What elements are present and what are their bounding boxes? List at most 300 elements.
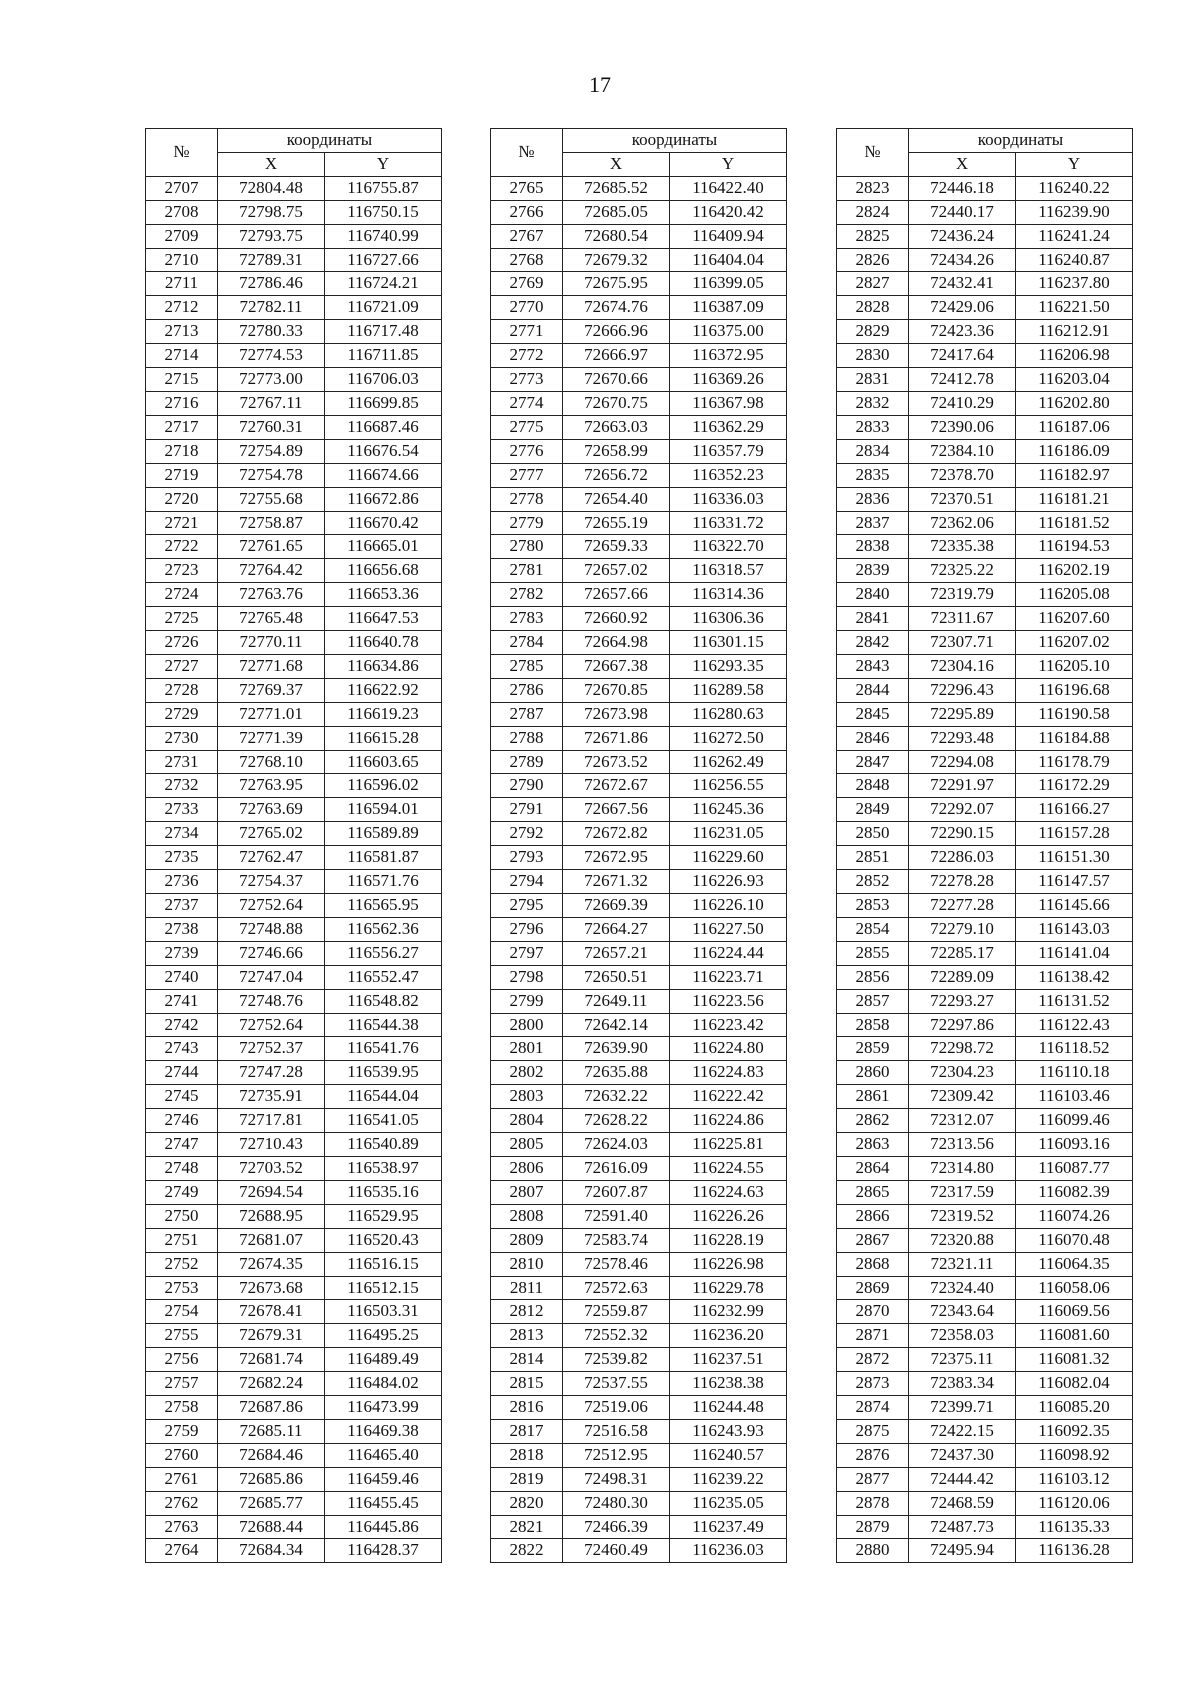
- y-coordinate-cell: 116755.87: [325, 176, 442, 200]
- table-row: [491, 750, 787, 774]
- x-coordinate-cell: 72694.54: [218, 1180, 325, 1204]
- x-coordinate-cell: 72746.66: [218, 941, 325, 965]
- table-row: [146, 607, 442, 631]
- x-coordinate-cell: 72765.48: [218, 607, 325, 631]
- y-coordinate-cell: 116465.40: [325, 1443, 442, 1467]
- x-coordinate-cell: 72313.56: [909, 1133, 1016, 1157]
- point-number-cell: 2793: [491, 846, 563, 870]
- point-number-cell: 2805: [491, 1133, 563, 1157]
- x-coordinate-cell: 72758.87: [218, 511, 325, 535]
- page-number: 17: [589, 72, 611, 97]
- table-row: [837, 798, 1133, 822]
- y-coordinate-cell: 116237.51: [670, 1348, 787, 1372]
- y-coordinate-cell: 116262.49: [670, 750, 787, 774]
- y-coordinate-cell: 116087.77: [1016, 1156, 1133, 1180]
- x-coordinate-cell: 72324.40: [909, 1276, 1016, 1300]
- table-row: [837, 822, 1133, 846]
- y-coordinate-cell: 116375.00: [670, 320, 787, 344]
- table-row: [837, 1204, 1133, 1228]
- x-coordinate-cell: 72659.33: [563, 535, 670, 559]
- point-number-cell: 2876: [837, 1443, 909, 1467]
- y-coordinate-cell: 116244.48: [670, 1396, 787, 1420]
- point-number-cell: 2852: [837, 870, 909, 894]
- point-number-cell: 2759: [146, 1419, 218, 1443]
- y-coordinate-cell: 116619.23: [325, 702, 442, 726]
- x-coordinate-cell: 72519.06: [563, 1396, 670, 1420]
- y-coordinate-cell: 116539.95: [325, 1061, 442, 1085]
- y-coordinate-cell: 116147.57: [1016, 870, 1133, 894]
- table-row: [491, 1276, 787, 1300]
- x-coordinate-cell: 72748.76: [218, 989, 325, 1013]
- y-coordinate-cell: 116571.76: [325, 870, 442, 894]
- table-row: [491, 1467, 787, 1491]
- table-row: [491, 678, 787, 702]
- x-coordinate-cell: 72670.66: [563, 368, 670, 392]
- table-row: [146, 1180, 442, 1204]
- x-coordinate-cell: 72673.98: [563, 702, 670, 726]
- table-row: [491, 1396, 787, 1420]
- x-coordinate-cell: 72798.75: [218, 200, 325, 224]
- table-row: [837, 1539, 1133, 1563]
- point-number-cell: 2802: [491, 1061, 563, 1085]
- point-number-cell: 2726: [146, 631, 218, 655]
- y-coordinate-cell: 116224.63: [670, 1180, 787, 1204]
- x-coordinate-cell: 72771.01: [218, 702, 325, 726]
- x-coordinate-cell: 72688.95: [218, 1204, 325, 1228]
- x-coordinate-cell: 72292.07: [909, 798, 1016, 822]
- x-coordinate-cell: 72773.00: [218, 368, 325, 392]
- table-row: [837, 559, 1133, 583]
- y-coordinate-cell: 116445.86: [325, 1515, 442, 1539]
- header-y: Y: [670, 152, 787, 176]
- y-coordinate-cell: 116135.33: [1016, 1515, 1133, 1539]
- x-coordinate-cell: 72480.30: [563, 1491, 670, 1515]
- y-coordinate-cell: 116103.12: [1016, 1467, 1133, 1491]
- table-row: [491, 1539, 787, 1563]
- point-number-cell: 2797: [491, 941, 563, 965]
- table-row: [837, 583, 1133, 607]
- point-number-cell: 2769: [491, 272, 563, 296]
- table-row: [146, 296, 442, 320]
- point-number-cell: 2794: [491, 870, 563, 894]
- table-row: [146, 583, 442, 607]
- y-coordinate-cell: 116535.16: [325, 1180, 442, 1204]
- table-row: [837, 439, 1133, 463]
- table-row: [837, 535, 1133, 559]
- y-coordinate-cell: 116098.92: [1016, 1443, 1133, 1467]
- y-coordinate-cell: 116103.46: [1016, 1085, 1133, 1109]
- y-coordinate-cell: 116240.22: [1016, 176, 1133, 200]
- table-row: [146, 1061, 442, 1085]
- y-coordinate-cell: 116594.01: [325, 798, 442, 822]
- y-coordinate-cell: 116166.27: [1016, 798, 1133, 822]
- y-coordinate-cell: 116656.68: [325, 559, 442, 583]
- point-number-cell: 2814: [491, 1348, 563, 1372]
- table-row: [837, 320, 1133, 344]
- point-number-cell: 2731: [146, 750, 218, 774]
- table-row: [837, 344, 1133, 368]
- x-coordinate-cell: 72657.21: [563, 941, 670, 965]
- x-coordinate-cell: 72591.40: [563, 1204, 670, 1228]
- point-number-cell: 2774: [491, 391, 563, 415]
- x-coordinate-cell: 72782.11: [218, 296, 325, 320]
- table-row: [146, 1252, 442, 1276]
- x-coordinate-cell: 72671.86: [563, 726, 670, 750]
- y-coordinate-cell: 116256.55: [670, 774, 787, 798]
- table-row: [837, 894, 1133, 918]
- x-coordinate-cell: 72804.48: [218, 176, 325, 200]
- table-row: [837, 1515, 1133, 1539]
- x-coordinate-cell: 72684.34: [218, 1539, 325, 1563]
- x-coordinate-cell: 72681.07: [218, 1228, 325, 1252]
- x-coordinate-cell: 72649.11: [563, 989, 670, 1013]
- table-row: [491, 1180, 787, 1204]
- point-number-cell: 2824: [837, 200, 909, 224]
- table-row: [837, 1348, 1133, 1372]
- table-row: [837, 726, 1133, 750]
- table-row: [491, 368, 787, 392]
- point-number-cell: 2732: [146, 774, 218, 798]
- table-row: [491, 415, 787, 439]
- x-coordinate-cell: 72559.87: [563, 1300, 670, 1324]
- y-coordinate-cell: 116184.88: [1016, 726, 1133, 750]
- x-coordinate-cell: 72498.31: [563, 1467, 670, 1491]
- x-coordinate-cell: 72671.32: [563, 870, 670, 894]
- point-number-cell: 2738: [146, 917, 218, 941]
- x-coordinate-cell: 72343.64: [909, 1300, 1016, 1324]
- table-row: [146, 176, 442, 200]
- x-coordinate-cell: 72624.03: [563, 1133, 670, 1157]
- y-coordinate-cell: 116484.02: [325, 1372, 442, 1396]
- y-coordinate-cell: 116240.87: [1016, 248, 1133, 272]
- table-row: [837, 941, 1133, 965]
- table-row: [146, 344, 442, 368]
- y-coordinate-cell: 116538.97: [325, 1156, 442, 1180]
- point-number-cell: 2792: [491, 822, 563, 846]
- y-coordinate-cell: 116387.09: [670, 296, 787, 320]
- point-number-cell: 2761: [146, 1467, 218, 1491]
- table-row: [491, 1156, 787, 1180]
- y-coordinate-cell: 116750.15: [325, 200, 442, 224]
- table-row: [146, 774, 442, 798]
- y-coordinate-cell: 116245.36: [670, 798, 787, 822]
- x-coordinate-cell: 72755.68: [218, 487, 325, 511]
- y-coordinate-cell: 116562.36: [325, 917, 442, 941]
- point-number-cell: 2849: [837, 798, 909, 822]
- x-coordinate-cell: 72512.95: [563, 1443, 670, 1467]
- x-coordinate-cell: 72294.08: [909, 750, 1016, 774]
- point-number-cell: 2851: [837, 846, 909, 870]
- y-coordinate-cell: 116226.98: [670, 1252, 787, 1276]
- table-row: [491, 391, 787, 415]
- point-number-cell: 2864: [837, 1156, 909, 1180]
- table-row: [146, 1515, 442, 1539]
- point-number-cell: 2779: [491, 511, 563, 535]
- table-row: [837, 1061, 1133, 1085]
- table-row: [491, 965, 787, 989]
- table-row: [837, 272, 1133, 296]
- point-number-cell: 2749: [146, 1180, 218, 1204]
- x-coordinate-cell: 72666.96: [563, 320, 670, 344]
- table-row: [837, 1467, 1133, 1491]
- x-coordinate-cell: 72660.92: [563, 607, 670, 631]
- x-coordinate-cell: 72670.85: [563, 678, 670, 702]
- table-row: [491, 631, 787, 655]
- point-number-cell: 2717: [146, 415, 218, 439]
- point-number-cell: 2784: [491, 631, 563, 655]
- point-number-cell: 2753: [146, 1276, 218, 1300]
- x-coordinate-cell: 72390.06: [909, 415, 1016, 439]
- table-row: [146, 631, 442, 655]
- point-number-cell: 2847: [837, 750, 909, 774]
- x-coordinate-cell: 72670.75: [563, 391, 670, 415]
- table-row: [146, 846, 442, 870]
- table-row: [146, 200, 442, 224]
- y-coordinate-cell: 116589.89: [325, 822, 442, 846]
- y-coordinate-cell: 116222.42: [670, 1085, 787, 1109]
- y-coordinate-cell: 116239.90: [1016, 200, 1133, 224]
- header-x: X: [909, 152, 1016, 176]
- point-number-cell: 2777: [491, 463, 563, 487]
- x-coordinate-cell: 72296.43: [909, 678, 1016, 702]
- table-row: [146, 1085, 442, 1109]
- x-coordinate-cell: 72789.31: [218, 248, 325, 272]
- x-coordinate-cell: 72384.10: [909, 439, 1016, 463]
- x-coordinate-cell: 72654.40: [563, 487, 670, 511]
- y-coordinate-cell: 116565.95: [325, 894, 442, 918]
- x-coordinate-cell: 72319.52: [909, 1204, 1016, 1228]
- point-number-cell: 2790: [491, 774, 563, 798]
- x-coordinate-cell: 72279.10: [909, 917, 1016, 941]
- x-coordinate-cell: 72399.71: [909, 1396, 1016, 1420]
- table-row: [146, 559, 442, 583]
- point-number-cell: 2836: [837, 487, 909, 511]
- table-row: [837, 487, 1133, 511]
- y-coordinate-cell: 116194.53: [1016, 535, 1133, 559]
- table-row: [146, 917, 442, 941]
- point-number-cell: 2827: [837, 272, 909, 296]
- header-coordinates: координаты: [218, 129, 442, 153]
- coordinates-table-3: [836, 128, 1133, 1563]
- x-coordinate-cell: 72290.15: [909, 822, 1016, 846]
- y-coordinate-cell: 116225.81: [670, 1133, 787, 1157]
- x-coordinate-cell: 72635.88: [563, 1061, 670, 1085]
- table-row: [837, 1443, 1133, 1467]
- x-coordinate-cell: 72628.22: [563, 1109, 670, 1133]
- y-coordinate-cell: 116622.92: [325, 678, 442, 702]
- y-coordinate-cell: 116495.25: [325, 1324, 442, 1348]
- point-number-cell: 2843: [837, 654, 909, 678]
- point-number-cell: 2798: [491, 965, 563, 989]
- x-coordinate-cell: 72487.73: [909, 1515, 1016, 1539]
- x-coordinate-cell: 72678.41: [218, 1300, 325, 1324]
- y-coordinate-cell: 116232.99: [670, 1300, 787, 1324]
- x-coordinate-cell: 72583.74: [563, 1228, 670, 1252]
- point-number-cell: 2867: [837, 1228, 909, 1252]
- table-row: [146, 798, 442, 822]
- table-row: [837, 1228, 1133, 1252]
- y-coordinate-cell: 116069.56: [1016, 1300, 1133, 1324]
- point-number-cell: 2810: [491, 1252, 563, 1276]
- table-row: [146, 870, 442, 894]
- y-coordinate-cell: 116420.42: [670, 200, 787, 224]
- point-number-cell: 2862: [837, 1109, 909, 1133]
- table-row: [146, 750, 442, 774]
- x-coordinate-cell: 72663.03: [563, 415, 670, 439]
- x-coordinate-cell: 72516.58: [563, 1419, 670, 1443]
- table-row: [837, 607, 1133, 631]
- x-coordinate-cell: 72304.16: [909, 654, 1016, 678]
- point-number-cell: 2786: [491, 678, 563, 702]
- table-row: [491, 1204, 787, 1228]
- coordinates-table-2: [490, 128, 787, 1563]
- y-coordinate-cell: 116228.19: [670, 1228, 787, 1252]
- x-coordinate-cell: 72293.27: [909, 989, 1016, 1013]
- point-number-cell: 2737: [146, 894, 218, 918]
- y-coordinate-cell: 116615.28: [325, 726, 442, 750]
- table-row: [491, 1372, 787, 1396]
- point-number-cell: 2733: [146, 798, 218, 822]
- table-row: [146, 1156, 442, 1180]
- table-body: [146, 176, 442, 1563]
- point-number-cell: 2715: [146, 368, 218, 392]
- x-coordinate-cell: 72325.22: [909, 559, 1016, 583]
- point-number-cell: 2838: [837, 535, 909, 559]
- y-coordinate-cell: 116145.66: [1016, 894, 1133, 918]
- point-number-cell: 2725: [146, 607, 218, 631]
- table-row: [146, 941, 442, 965]
- y-coordinate-cell: 116122.43: [1016, 1013, 1133, 1037]
- x-coordinate-cell: 72672.67: [563, 774, 670, 798]
- x-coordinate-cell: 72410.29: [909, 391, 1016, 415]
- x-coordinate-cell: 72664.27: [563, 917, 670, 941]
- table-row: [491, 1491, 787, 1515]
- point-number-cell: 2869: [837, 1276, 909, 1300]
- x-coordinate-cell: 72383.34: [909, 1372, 1016, 1396]
- x-coordinate-cell: 72314.80: [909, 1156, 1016, 1180]
- x-coordinate-cell: 72666.97: [563, 344, 670, 368]
- table-row: [491, 224, 787, 248]
- point-number-cell: 2708: [146, 200, 218, 224]
- table-row: [837, 1133, 1133, 1157]
- point-number-cell: 2845: [837, 702, 909, 726]
- y-coordinate-cell: 116672.86: [325, 487, 442, 511]
- point-number-cell: 2861: [837, 1085, 909, 1109]
- y-coordinate-cell: 116520.43: [325, 1228, 442, 1252]
- y-coordinate-cell: 116070.48: [1016, 1228, 1133, 1252]
- y-coordinate-cell: 116352.23: [670, 463, 787, 487]
- table-row: [491, 248, 787, 272]
- table-row: [491, 1037, 787, 1061]
- table-row: [146, 1300, 442, 1324]
- x-coordinate-cell: 72358.03: [909, 1324, 1016, 1348]
- table-row: [491, 463, 787, 487]
- y-coordinate-cell: 116181.52: [1016, 511, 1133, 535]
- table-row: [837, 391, 1133, 415]
- table-row: [837, 1180, 1133, 1204]
- point-number-cell: 2719: [146, 463, 218, 487]
- point-number-cell: 2760: [146, 1443, 218, 1467]
- point-number-cell: 2754: [146, 1300, 218, 1324]
- table-row: [491, 200, 787, 224]
- table-row: [491, 726, 787, 750]
- y-coordinate-cell: 116399.05: [670, 272, 787, 296]
- y-coordinate-cell: 116235.05: [670, 1491, 787, 1515]
- point-number-cell: 2854: [837, 917, 909, 941]
- x-coordinate-cell: 72752.64: [218, 1013, 325, 1037]
- header-y: Y: [325, 152, 442, 176]
- y-coordinate-cell: 116085.20: [1016, 1396, 1133, 1420]
- table-row: [837, 870, 1133, 894]
- table-row: [491, 1324, 787, 1348]
- y-coordinate-cell: 116367.98: [670, 391, 787, 415]
- point-number-cell: 2728: [146, 678, 218, 702]
- table-row: [837, 1085, 1133, 1109]
- point-number-cell: 2778: [491, 487, 563, 511]
- header-number: №: [146, 129, 218, 177]
- header-number: №: [491, 129, 563, 177]
- y-coordinate-cell: 116674.66: [325, 463, 442, 487]
- table-row: [491, 798, 787, 822]
- y-coordinate-cell: 116238.38: [670, 1372, 787, 1396]
- point-number-cell: 2806: [491, 1156, 563, 1180]
- y-coordinate-cell: 116224.44: [670, 941, 787, 965]
- point-number-cell: 2832: [837, 391, 909, 415]
- point-number-cell: 2711: [146, 272, 218, 296]
- y-coordinate-cell: 116074.26: [1016, 1204, 1133, 1228]
- y-coordinate-cell: 116272.50: [670, 726, 787, 750]
- point-number-cell: 2713: [146, 320, 218, 344]
- y-coordinate-cell: 116544.38: [325, 1013, 442, 1037]
- x-coordinate-cell: 72684.46: [218, 1443, 325, 1467]
- table-row: [837, 511, 1133, 535]
- x-coordinate-cell: 72436.24: [909, 224, 1016, 248]
- table-row: [837, 176, 1133, 200]
- point-number-cell: 2782: [491, 583, 563, 607]
- point-number-cell: 2762: [146, 1491, 218, 1515]
- x-coordinate-cell: 72650.51: [563, 965, 670, 989]
- y-coordinate-cell: 116093.16: [1016, 1133, 1133, 1157]
- table-row: [837, 248, 1133, 272]
- y-coordinate-cell: 116529.95: [325, 1204, 442, 1228]
- point-number-cell: 2775: [491, 415, 563, 439]
- y-coordinate-cell: 116110.18: [1016, 1061, 1133, 1085]
- x-coordinate-cell: 72682.24: [218, 1372, 325, 1396]
- x-coordinate-cell: 72446.18: [909, 176, 1016, 200]
- point-number-cell: 2727: [146, 654, 218, 678]
- point-number-cell: 2837: [837, 511, 909, 535]
- y-coordinate-cell: 116552.47: [325, 965, 442, 989]
- point-number-cell: 2739: [146, 941, 218, 965]
- x-coordinate-cell: 72669.39: [563, 894, 670, 918]
- table-row: [837, 1156, 1133, 1180]
- x-coordinate-cell: 72687.86: [218, 1396, 325, 1420]
- y-coordinate-cell: 116721.09: [325, 296, 442, 320]
- y-coordinate-cell: 116581.87: [325, 846, 442, 870]
- y-coordinate-cell: 116202.80: [1016, 391, 1133, 415]
- point-number-cell: 2799: [491, 989, 563, 1013]
- point-number-cell: 2758: [146, 1396, 218, 1420]
- x-coordinate-cell: 72754.89: [218, 439, 325, 463]
- point-number-cell: 2748: [146, 1156, 218, 1180]
- x-coordinate-cell: 72688.44: [218, 1515, 325, 1539]
- y-coordinate-cell: 116207.02: [1016, 631, 1133, 655]
- x-coordinate-cell: 72285.17: [909, 941, 1016, 965]
- y-coordinate-cell: 116081.32: [1016, 1348, 1133, 1372]
- x-coordinate-cell: 72664.98: [563, 631, 670, 655]
- table-row: [491, 320, 787, 344]
- y-coordinate-cell: 116226.10: [670, 894, 787, 918]
